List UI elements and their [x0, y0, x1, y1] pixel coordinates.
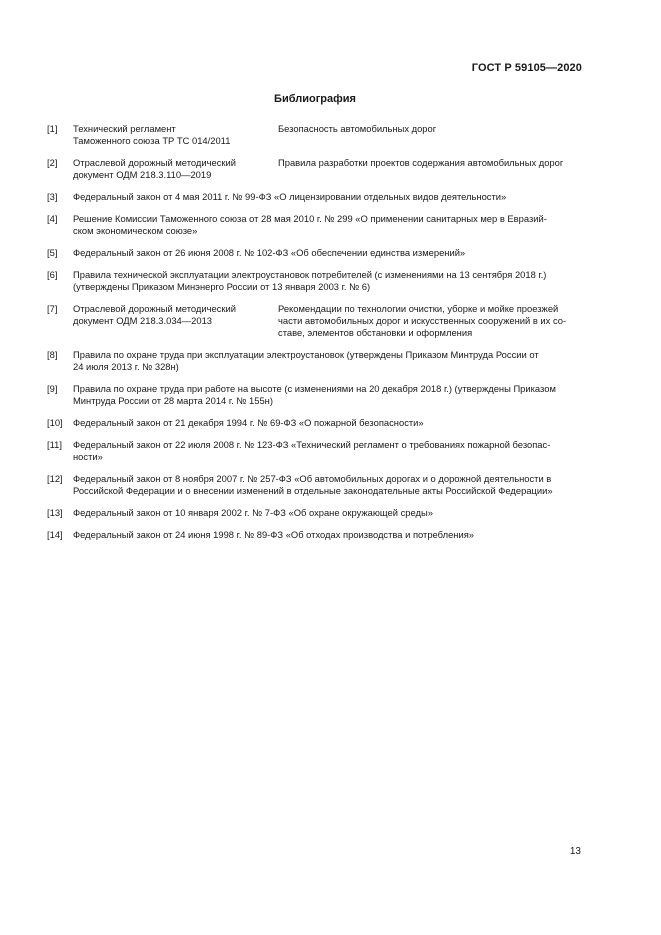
entry-text	[73, 213, 583, 237]
entry-number: [9]	[47, 383, 58, 394]
entry-two-column	[73, 123, 583, 147]
entry-number: [13]	[47, 507, 63, 518]
entry-text: Федеральный закон от 21 декабря 1994 г. № 69-ФЗ «О пожарной безопасности»	[73, 417, 424, 428]
entry-text-line: Минтруда России от 28 марта 2014 г. № 155н)	[73, 395, 273, 406]
entry-ref-line: документ ОДМ 218.3.034—2013	[73, 315, 212, 326]
entry-text	[73, 439, 583, 463]
bibliography-entry	[47, 417, 583, 429]
entry-text-line: Федеральный закон от 8 ноября 2007 г. № 257-ФЗ «Об автомобильных дорогах и о дорожной деятельности в	[73, 473, 552, 484]
entry-number: [4]	[47, 213, 58, 224]
entry-document-title	[278, 157, 583, 181]
entry-ref-line: Отраслевой дорожный методический	[73, 157, 236, 168]
entry-text-line: (утверждены Приказом Минэнерго России от 13 января 2003 г. № 6)	[73, 281, 371, 292]
bibliography-entry	[47, 269, 583, 293]
entry-text-line: Правила по охране труда при эксплуатации электроустановок (утверждены Приказом Минтруда России от	[73, 349, 539, 360]
entry-text-line: Решение Комиссии Таможенного союза от 28 мая 2010 г. № 299 «О применении санитарных мер в Евразий-	[73, 213, 547, 224]
bibliography-entry	[47, 213, 583, 237]
entry-number: [10]	[47, 417, 63, 428]
entry-text-line: ности»	[73, 451, 103, 462]
entry-number: [3]	[47, 191, 58, 202]
entry-two-column	[73, 157, 583, 181]
entry-ref-line: Таможенного союза ТР ТС 014/2011	[73, 135, 231, 146]
entry-text-line: Правила по охране труда при работе на высоте (с изменениями на 20 декабря 2018 г.) (утверждены Приказом	[73, 383, 556, 394]
entry-text-line: ском экономическом союзе»	[73, 225, 198, 236]
entry-number: [8]	[47, 349, 58, 360]
document-code: ГОСТ Р 59105—2020	[471, 62, 582, 74]
entry-text-line: Правила технической эксплуатации электроустановок потребителей (с изменениями на 13 сентября 2018 г.)	[73, 269, 547, 280]
entry-number: [2]	[47, 157, 58, 168]
entry-document-ref	[73, 157, 278, 181]
bibliography-entry	[47, 529, 583, 541]
entry-text-line: Российской Федерации и о внесении изменений в отдельные законодательные акты Российской Федерации»	[73, 485, 553, 496]
bibliography-entry	[47, 473, 583, 497]
entry-text	[73, 383, 583, 407]
entry-ref-line: Отраслевой дорожный методический	[73, 303, 236, 314]
entry-document-title	[278, 303, 583, 339]
bibliography-entry	[47, 157, 583, 181]
entry-text	[73, 269, 583, 293]
entry-title-line: ставе, элементов обстановки и оформления	[278, 327, 473, 338]
entry-text	[73, 473, 583, 497]
entry-title-line: части автомобильных дорог и искусственных сооружений в их со-	[278, 315, 567, 326]
bibliography-entry	[47, 247, 583, 259]
bibliography-entry	[47, 191, 583, 203]
entry-ref-line: Технический регламент	[73, 123, 176, 134]
entry-number: [12]	[47, 473, 63, 484]
entry-text-line: Федеральный закон от 22 июля 2008 г. № 123-ФЗ «Технический регламент о требованиях пожарной безопас-	[73, 439, 551, 450]
bibliography-list	[47, 123, 583, 551]
entry-title-line: Безопасность автомобильных дорог	[278, 123, 437, 134]
entry-number: [1]	[47, 123, 58, 134]
entry-two-column	[73, 303, 583, 339]
entry-number: [5]	[47, 247, 58, 258]
entry-text-line: 24 июля 2013 г. № 328н)	[73, 361, 179, 372]
entry-title-line: Рекомендации по технологии очистки, уборке и мойке проезжей	[278, 303, 559, 314]
section-title: Библиография	[274, 93, 356, 105]
entry-text: Федеральный закон от 24 июня 1998 г. № 89-ФЗ «Об отходах производства и потребления»	[73, 529, 474, 540]
entry-document-ref	[73, 123, 278, 147]
entry-number: [7]	[47, 303, 58, 314]
bibliography-entry	[47, 349, 583, 373]
entry-text: Федеральный закон от 10 января 2002 г. № 7-ФЗ «Об охране окружающей среды»	[73, 507, 433, 518]
entry-text: Федеральный закон от 26 июня 2008 г. № 102-ФЗ «Об обеспечении единства измерений»	[73, 247, 466, 258]
bibliography-entry	[47, 123, 583, 147]
bibliography-entry	[47, 439, 583, 463]
bibliography-entry	[47, 303, 583, 339]
page-number: 13	[569, 846, 581, 857]
entry-ref-line: документ ОДМ 218.3.110—2019	[73, 169, 212, 180]
entry-number: [11]	[47, 439, 62, 450]
entry-text	[73, 349, 583, 373]
entry-title-line: Правила разработки проектов содержания автомобильных дорог	[278, 157, 564, 168]
entry-number: [14]	[47, 529, 63, 540]
entry-text: Федеральный закон от 4 мая 2011 г. № 99-ФЗ «О лицензировании отдельных видов деятельности»	[73, 191, 507, 202]
entry-document-ref	[73, 303, 278, 339]
entry-document-title	[278, 123, 583, 147]
bibliography-entry	[47, 507, 583, 519]
bibliography-entry	[47, 383, 583, 407]
entry-number: [6]	[47, 269, 58, 280]
